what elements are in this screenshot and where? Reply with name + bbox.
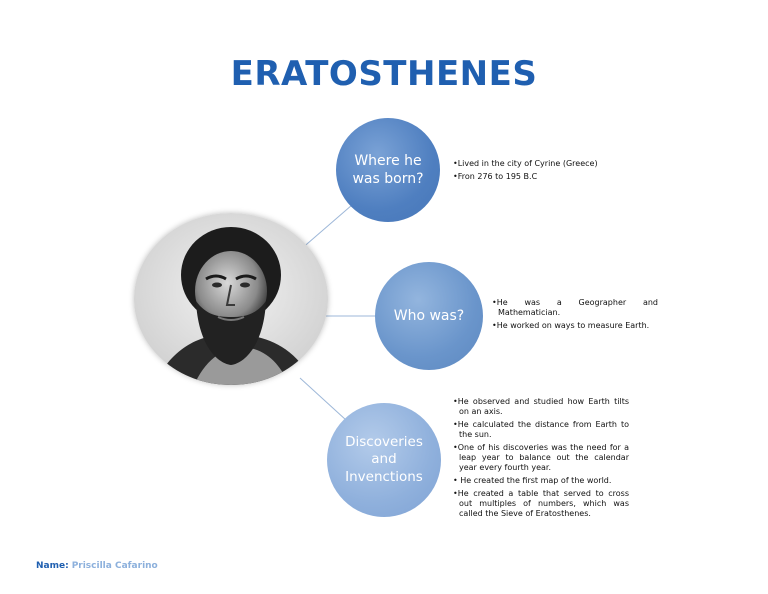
list-item: • He worked on ways to measure Earth. <box>492 321 658 331</box>
list-item: • He created a table that served to cross out multiples of numbers, which was called the Sieve of Eratosthenes. <box>453 489 629 519</box>
list-item: • Fron 276 to 195 B.C <box>453 172 623 182</box>
node-discoveries <box>327 403 441 517</box>
node-where-born <box>336 118 440 222</box>
footer-label: Name: <box>36 561 69 571</box>
list-item: • He observed and studied how Earth tilts on an axis. <box>453 397 629 417</box>
eratosthenes-portrait <box>134 213 328 385</box>
list-item: • He was a Geographer and Mathematician. <box>492 298 658 318</box>
author-name: Priscilla Cafarino <box>71 561 158 571</box>
list-item: • He calculated the distance from Earth to the sun. <box>453 420 629 440</box>
connector-line-3 <box>300 378 346 420</box>
list-item: • One of his discoveries was the need for a leap year to balance out the calendar year every fourth year. <box>453 443 629 473</box>
connector-line-1 <box>300 205 352 250</box>
bullet-list-who-was <box>492 298 658 334</box>
node-who-was <box>375 262 483 370</box>
bullet-list-discoveries <box>453 397 629 522</box>
node-label: Discoveries and Invenctions <box>345 433 423 485</box>
bullet-list-where-born <box>453 159 623 185</box>
author-footer <box>36 561 158 571</box>
node-label: Who was? <box>393 307 465 324</box>
list-item: • Lived in the city of Cyrine (Greece) <box>453 159 623 169</box>
list-item: • He created the first map of the world. <box>453 476 629 486</box>
node-label: Where he was born? <box>352 152 424 187</box>
page-title: ERATOSTHENES <box>230 54 538 94</box>
